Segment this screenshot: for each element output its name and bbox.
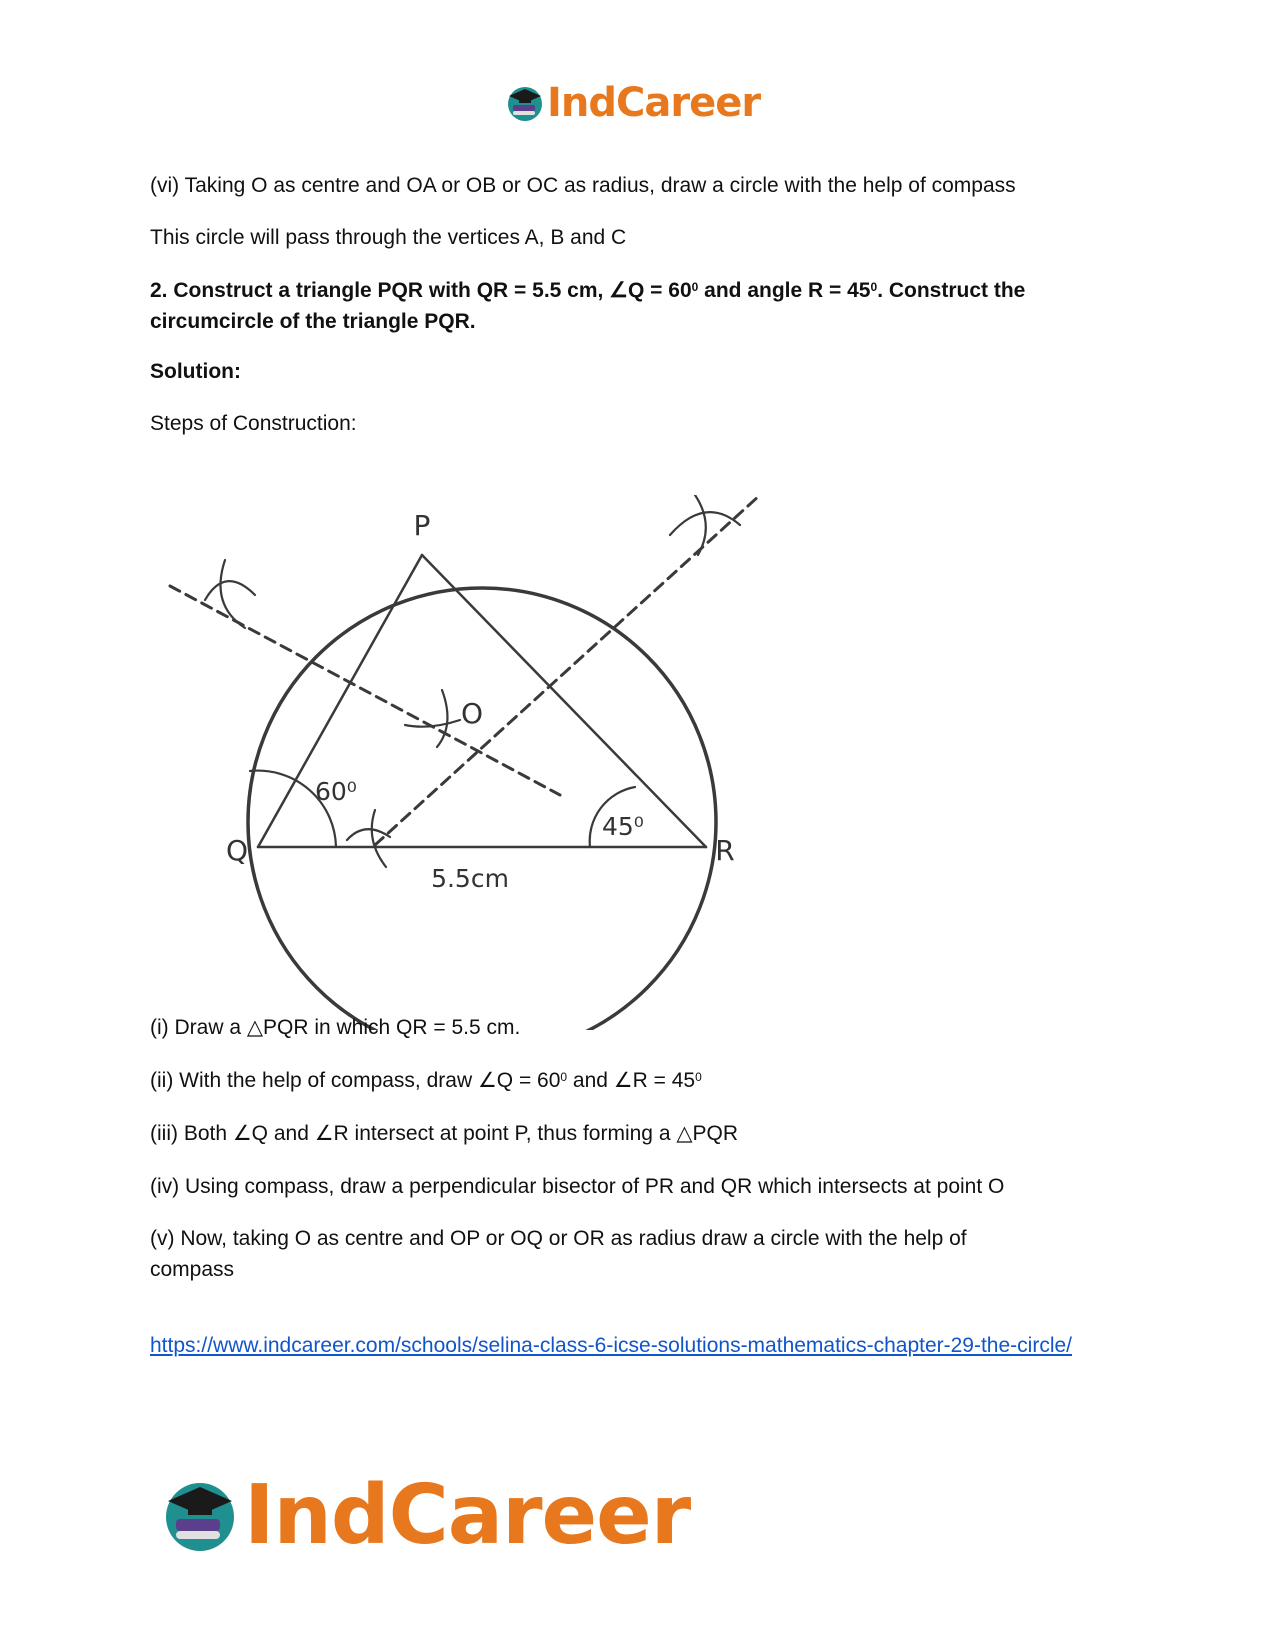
arc-center-1 — [405, 720, 460, 727]
arc-center-2 — [437, 690, 447, 747]
label-o: O — [460, 697, 484, 730]
brand-name: IndCareer — [244, 1467, 691, 1563]
solution-heading: Solution: — [150, 360, 241, 383]
step-iii: (iii) Both ∠Q and ∠R intersect at point P, thus forming a △PQR — [150, 1122, 738, 1145]
step-iv: (iv) Using compass, draw a perpendicular bisector of PR and QR which intersects at point O — [150, 1175, 1005, 1198]
label-angle-q: 60⁰ — [315, 777, 357, 806]
label-p: P — [413, 509, 431, 542]
graduation-cap-icon — [505, 83, 545, 123]
graduation-cap-icon — [160, 1475, 240, 1555]
step-i: (i) Draw a △PQR in which QR = 5.5 cm. — [150, 1016, 521, 1039]
brand-name: IndCareer — [547, 80, 761, 126]
label-q: Q — [225, 834, 249, 867]
header-logo — [505, 80, 760, 126]
arc-left-2 — [221, 560, 246, 628]
step-ii: (ii) With the help of compass, draw ∠Q = $60^0$ and ∠R = $45^0$ — [150, 1069, 702, 1092]
arc-top-2 — [695, 495, 706, 555]
steps-heading: Steps of Construction: — [150, 412, 357, 435]
label-angle-r: 45⁰ — [602, 812, 644, 841]
construction-figure — [150, 495, 770, 1030]
label-r: R — [715, 834, 735, 867]
circumcircle — [248, 588, 716, 1030]
source-link[interactable]: https://www.indcareer.com/schools/selina-class-6-icse-solutions-mathematics-chapter-29-the-circle/ — [150, 1334, 1073, 1357]
paragraph-step-vi: (vi) Taking O as centre and OA or OB or OC as radius, draw a circle with the help of compass — [150, 174, 1016, 197]
paragraph-circle-note: This circle will pass through the vertices A, B and C — [150, 226, 627, 249]
footer-logo — [160, 1467, 691, 1563]
question-2: 2. Construct a triangle PQR with QR = 5.5 cm, ∠Q = $60^0$ and angle $R = 45^0$. Construct the circumcircle of the triangle PQR. — [150, 279, 1026, 333]
step-v: (v) Now, taking O as centre and OP or OQ or OR as radius draw a circle with the help of compass — [150, 1227, 967, 1281]
arc-left-1 — [205, 581, 255, 600]
label-side-qr: 5.5cm — [431, 864, 509, 893]
